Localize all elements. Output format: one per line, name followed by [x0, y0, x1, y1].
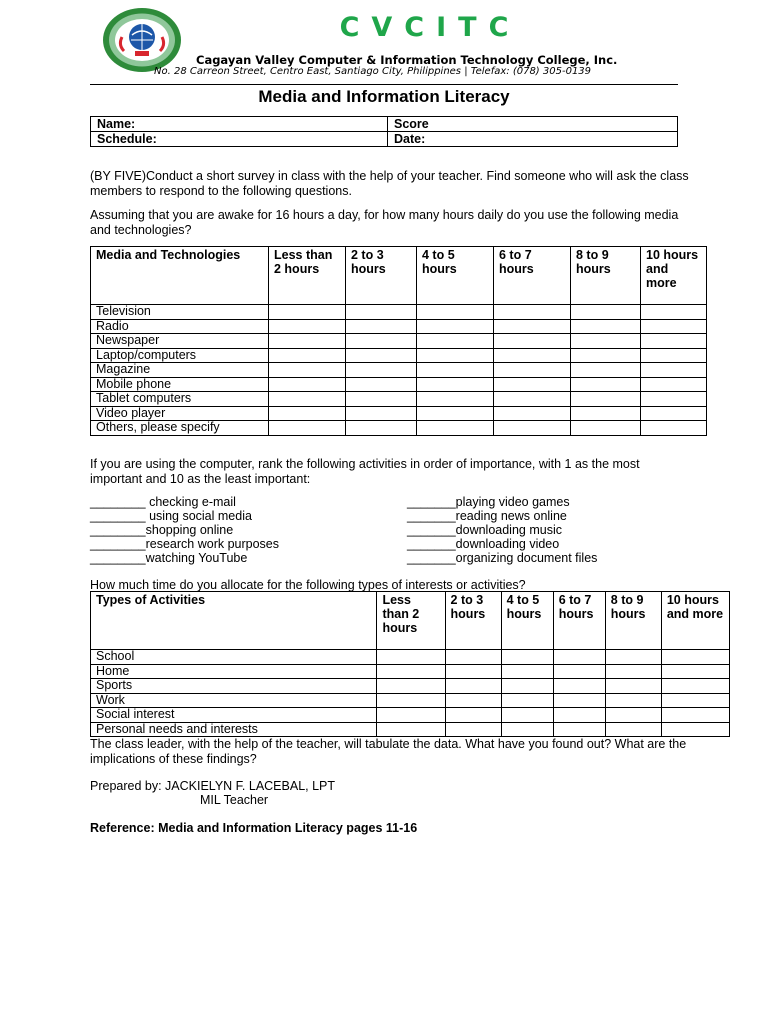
answer-cell[interactable]: [494, 377, 571, 392]
answer-cell[interactable]: [641, 305, 707, 320]
answer-cell[interactable]: [346, 377, 417, 392]
answer-cell[interactable]: [553, 722, 605, 737]
row-label: Video player: [91, 406, 269, 421]
answer-cell[interactable]: [501, 722, 553, 737]
answer-cell[interactable]: [377, 679, 445, 694]
answer-cell[interactable]: [346, 319, 417, 334]
row-label: Tablet computers: [91, 392, 269, 407]
answer-cell[interactable]: [417, 421, 494, 436]
schedule-label: Schedule:: [91, 132, 388, 147]
row-label: Personal needs and interests: [91, 722, 377, 737]
answer-cell[interactable]: [494, 348, 571, 363]
score-label: Score: [388, 117, 678, 132]
header-cell: 6 to 7 hours: [553, 592, 605, 650]
answer-cell[interactable]: [417, 334, 494, 349]
answer-cell[interactable]: [641, 363, 707, 378]
answer-cell[interactable]: [571, 363, 641, 378]
answer-cell[interactable]: [641, 421, 707, 436]
ranking-item: _______downloading music: [407, 523, 562, 537]
answer-cell[interactable]: [269, 334, 346, 349]
answer-cell[interactable]: [494, 363, 571, 378]
answer-cell[interactable]: [553, 708, 605, 723]
header-cell: Less than 2 hours: [269, 247, 346, 305]
header-cell: Media and Technologies: [91, 247, 269, 305]
answer-cell[interactable]: [346, 305, 417, 320]
answer-cell[interactable]: [445, 679, 501, 694]
answer-cell[interactable]: [641, 392, 707, 407]
ranking-list-left: [90, 495, 279, 565]
table-row: [91, 708, 730, 723]
header-cell: 6 to 7 hours: [494, 247, 571, 305]
header-cell: 4 to 5 hours: [501, 592, 553, 650]
reference: Reference: Media and Information Literacy pages 11-16: [90, 821, 418, 835]
answer-cell[interactable]: [377, 664, 445, 679]
media-question: Assuming that you are awake for 16 hours a day, for how many hours daily do you use the following media and technologies?: [90, 208, 679, 237]
answer-cell[interactable]: [377, 693, 445, 708]
answer-cell[interactable]: [269, 363, 346, 378]
answer-cell[interactable]: [445, 708, 501, 723]
header-cell: 4 to 5 hours: [417, 247, 494, 305]
table-row: [91, 348, 707, 363]
answer-cell[interactable]: [269, 305, 346, 320]
ranking-item: ________research work purposes: [90, 537, 280, 551]
answer-cell[interactable]: [661, 708, 729, 723]
header-cell: 8 to 9 hours: [605, 592, 661, 650]
answer-cell[interactable]: [417, 377, 494, 392]
answer-cell[interactable]: [269, 319, 346, 334]
row-label: Magazine: [91, 363, 269, 378]
media-usage-table: [90, 246, 707, 436]
answer-cell[interactable]: [346, 406, 417, 421]
answer-cell[interactable]: [605, 679, 661, 694]
row-label: Television: [91, 305, 269, 320]
ranking-item: _______reading news online: [407, 509, 567, 523]
table-row: [91, 363, 707, 378]
answer-cell[interactable]: [661, 679, 729, 694]
answer-cell[interactable]: [553, 693, 605, 708]
prepared-by: Prepared by: JACKIELYN F. LACEBAL, LPT: [90, 779, 336, 793]
answer-cell[interactable]: [417, 392, 494, 407]
answer-cell[interactable]: [553, 679, 605, 694]
answer-cell[interactable]: [445, 650, 501, 665]
answer-cell[interactable]: [661, 650, 729, 665]
table-row: [91, 305, 707, 320]
table-row: [91, 334, 707, 349]
table-row: [91, 392, 707, 407]
answer-cell[interactable]: [377, 650, 445, 665]
table-row: [91, 693, 730, 708]
table-row: [91, 650, 730, 665]
answer-cell[interactable]: [641, 377, 707, 392]
answer-cell[interactable]: [571, 348, 641, 363]
row-label: Social interest: [91, 708, 377, 723]
college-logo: [102, 7, 182, 73]
row-label: School: [91, 650, 377, 665]
answer-cell[interactable]: [661, 693, 729, 708]
answer-cell[interactable]: [346, 363, 417, 378]
answer-cell[interactable]: [571, 392, 641, 407]
answer-cell[interactable]: [346, 348, 417, 363]
activities-table-header: [91, 592, 730, 650]
name-label: Name:: [91, 117, 388, 132]
activities-table: [90, 591, 730, 737]
answer-cell[interactable]: [571, 334, 641, 349]
answer-cell[interactable]: [445, 693, 501, 708]
answer-cell[interactable]: [605, 664, 661, 679]
ranking-item: _______playing video games: [407, 495, 570, 509]
ranking-item: ________watching YouTube: [90, 551, 248, 565]
answer-cell[interactable]: [494, 406, 571, 421]
answer-cell[interactable]: [417, 319, 494, 334]
answer-cell[interactable]: [571, 377, 641, 392]
answer-cell[interactable]: [494, 319, 571, 334]
row-label: Mobile phone: [91, 377, 269, 392]
header-divider: [90, 84, 678, 85]
answer-cell[interactable]: [269, 406, 346, 421]
answer-cell[interactable]: [501, 693, 553, 708]
row-label: Laptop/computers: [91, 348, 269, 363]
header-cell: 10 hours and more: [661, 592, 729, 650]
answer-cell[interactable]: [641, 319, 707, 334]
answer-cell[interactable]: [605, 708, 661, 723]
table-row: [91, 319, 707, 334]
answer-cell[interactable]: [494, 334, 571, 349]
answer-cell[interactable]: [494, 421, 571, 436]
row-label: Newspaper: [91, 334, 269, 349]
answer-cell[interactable]: [346, 421, 417, 436]
answer-cell[interactable]: [269, 348, 346, 363]
answer-cell[interactable]: [269, 392, 346, 407]
survey-instructions: (BY FIVE)Conduct a short survey in class with the help of your teacher. Find someone who will ask the class members to respond to the following questions.: [90, 169, 689, 198]
answer-cell[interactable]: [641, 348, 707, 363]
ranking-item: _______downloading video: [407, 537, 560, 551]
answer-cell[interactable]: [377, 708, 445, 723]
student-info-box: [90, 116, 678, 147]
answer-cell[interactable]: [417, 305, 494, 320]
answer-cell[interactable]: [445, 722, 501, 737]
header-cell: Less than 2 hours: [377, 592, 445, 650]
ranking-instructions: If you are using the computer, rank the following activities in order of importance, with 1 as the most important and 10 as the least important:: [90, 457, 640, 486]
answer-cell[interactable]: [269, 377, 346, 392]
activities-question: How much time do you allocate for the following types of interests or activities?: [90, 578, 526, 592]
answer-cell[interactable]: [571, 319, 641, 334]
table-row: [91, 377, 707, 392]
answer-cell[interactable]: [571, 421, 641, 436]
row-label: Others, please specify: [91, 421, 269, 436]
ranking-item: ________ checking e-mail: [90, 495, 236, 509]
answer-cell[interactable]: [494, 305, 571, 320]
ranking-item: _______organizing document files: [407, 551, 598, 565]
prepared-role: MIL Teacher: [200, 793, 269, 807]
answer-cell[interactable]: [553, 664, 605, 679]
row-label: Sports: [91, 679, 377, 694]
answer-cell[interactable]: [501, 650, 553, 665]
answer-cell[interactable]: [501, 708, 553, 723]
row-label: Radio: [91, 319, 269, 334]
table-row: [91, 664, 730, 679]
answer-cell[interactable]: [445, 664, 501, 679]
answer-cell[interactable]: [605, 693, 661, 708]
answer-cell[interactable]: [641, 406, 707, 421]
table-row: [91, 421, 707, 436]
header-cell: 8 to 9 hours: [571, 247, 641, 305]
answer-cell[interactable]: [377, 722, 445, 737]
answer-cell[interactable]: [605, 722, 661, 737]
header-cell: 10 hours and more: [641, 247, 707, 305]
answer-cell[interactable]: [571, 305, 641, 320]
header-cell: 2 to 3 hours: [346, 247, 417, 305]
answer-cell[interactable]: [661, 722, 729, 737]
table-row: [91, 679, 730, 694]
answer-cell[interactable]: [641, 334, 707, 349]
answer-cell[interactable]: [417, 406, 494, 421]
document-title: Media and Information Literacy: [258, 87, 510, 106]
college-name: Cagayan Valley Computer & Information Technology College, Inc.: [196, 53, 618, 67]
college-address: No. 28 Carreon Street, Centro East, Santiago City, Philippines | Telefax: (078) 305-0139: [154, 66, 592, 77]
answer-cell[interactable]: [553, 650, 605, 665]
answer-cell[interactable]: [346, 334, 417, 349]
row-label: Work: [91, 693, 377, 708]
answer-cell[interactable]: [571, 406, 641, 421]
header-cell: Types of Activities: [91, 592, 377, 650]
table-row: [91, 722, 730, 737]
date-label: Date:: [388, 132, 678, 147]
table-row: [91, 406, 707, 421]
media-table-header: [91, 247, 707, 305]
ranking-item: ________shopping online: [90, 523, 234, 537]
header-cell: 2 to 3 hours: [445, 592, 501, 650]
ranking-item: ________ using social media: [90, 509, 252, 523]
ranking-list-right: [407, 495, 597, 565]
answer-cell[interactable]: [605, 650, 661, 665]
answer-cell[interactable]: [501, 664, 553, 679]
closing-text: The class leader, with the help of the teacher, will tabulate the data. What have you found out? What are the implications of these findings?: [90, 737, 687, 766]
answer-cell[interactable]: [501, 679, 553, 694]
answer-cell[interactable]: [661, 664, 729, 679]
answer-cell[interactable]: [346, 392, 417, 407]
answer-cell[interactable]: [417, 348, 494, 363]
answer-cell[interactable]: [269, 421, 346, 436]
row-label: Home: [91, 664, 377, 679]
answer-cell[interactable]: [417, 363, 494, 378]
brand-name: CVCITC: [339, 12, 521, 43]
answer-cell[interactable]: [494, 392, 571, 407]
